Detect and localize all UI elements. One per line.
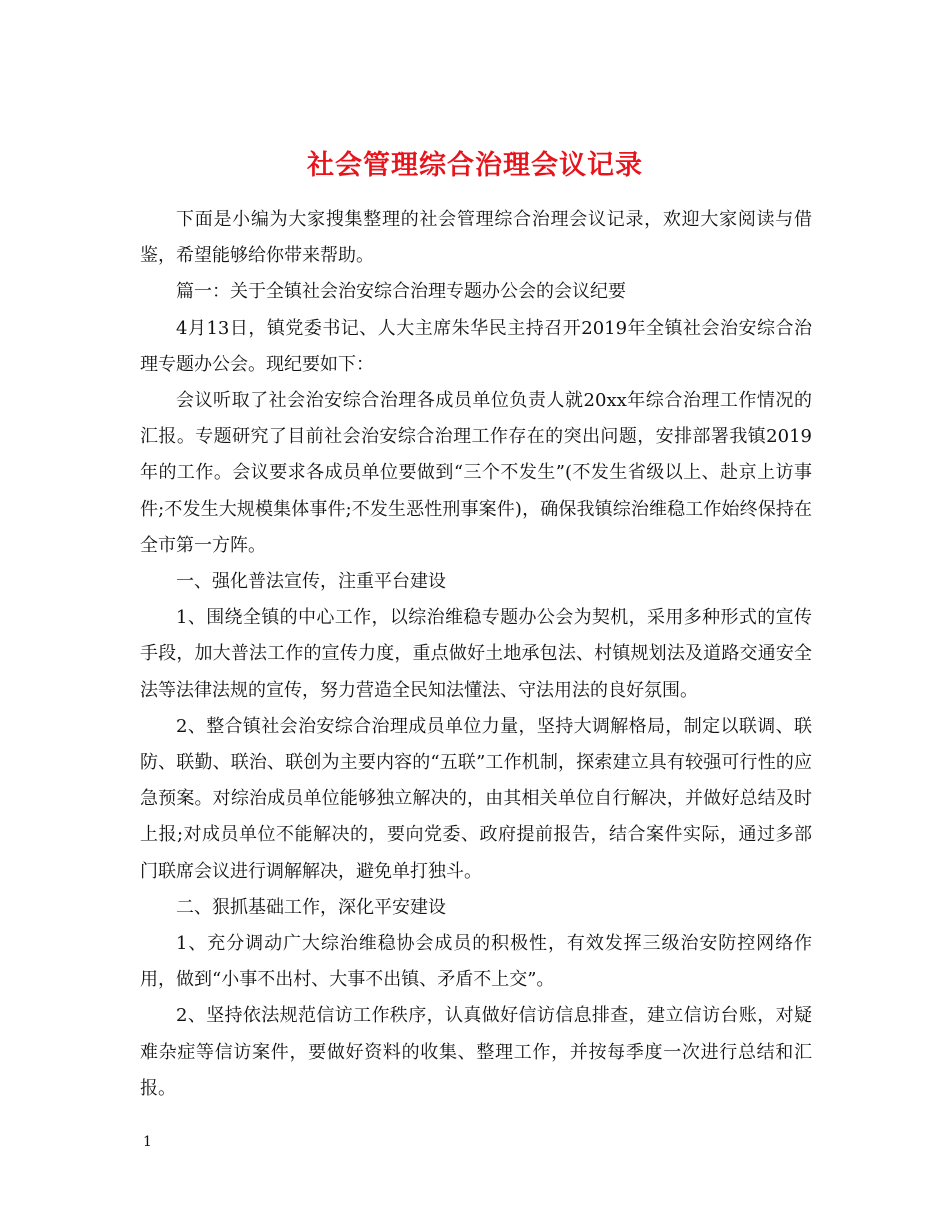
paragraph-item-2-1: 1、充分调动广大综治维稳协会成员的积极性，有效发挥三级治安防控网络作用，做到“小事不出村、大事不出镇、矛盾不上交”。	[140, 933, 812, 991]
paragraph-heading-one: 一、强化普法宣传，注重平台建设	[176, 571, 446, 593]
paragraph-heading-two: 二、狠抓基础工作，深化平安建设	[176, 896, 446, 918]
paragraph-item-2-2: 2、坚持依法规范信访工作秩序，认真做好信访信息排查，建立信访台账，对疑难杂症等信访案件，要做好资料的收集、整理工作，并按每季度一次进行总结和汇报。	[140, 1005, 812, 1099]
paragraph-item-1-1: 1、围绕全镇的中心工作，以综治维稳专题办公会为契机，采用多种形式的宣传手段，加大普法工作的宣传力度，重点做好土地承包法、村镇规划法及道路交通安全法等法律法规的宣传，努力营造全民知法懂法、守法用法的良好氛围。	[140, 607, 812, 701]
document-title: 社会管理综合治理会议记录	[307, 150, 643, 182]
paragraph-section-heading: 篇一：关于全镇社会治安综合治理专题办公会的会议纪要	[176, 281, 626, 303]
document-body	[140, 202, 812, 1107]
paragraph-item-1-2: 2、整合镇社会治安综合治理成员单位力量，坚持大调解格局，制定以联调、联防、联勤、联治、联创为主要内容的“五联”工作机制，探索建立具有较强可行性的应急预案。对综治成员单位能够独立解决的，由其相关单位自行解决，并做好总结及时上报;对成员单位不能解决的，要向党委、政府提前报告，结合案件实际，通过多部门联席会议进行调解解决，避免单打独斗。	[140, 715, 812, 882]
paragraph-meeting-summary: 会议听取了社会治安综合治理各成员单位负责人就20xx年综合治理工作情况的汇报。专题研究了目前社会治安综合治理工作存在的突出问题，安排部署我镇2019年的工作。会议要求各成员单位要做到“三个不发生”(不发生省级以上、赴京上访事件;不发生大规模集体事件;不发生恶性刑事案件)，确保我镇综治维稳工作始终保持在全市第一方阵。	[140, 390, 812, 556]
paragraph-meeting-date: 4月13日，镇党委书记、人大主席朱华民主持召开2019年全镇社会治安综合治理专题办公会。现纪要如下：	[140, 317, 812, 375]
paragraph-intro: 下面是小编为大家搜集整理的社会管理综合治理会议记录，欢迎大家阅读与借鉴，希望能够给你带来帮助。	[140, 209, 812, 267]
page-number: 1	[143, 1134, 152, 1150]
